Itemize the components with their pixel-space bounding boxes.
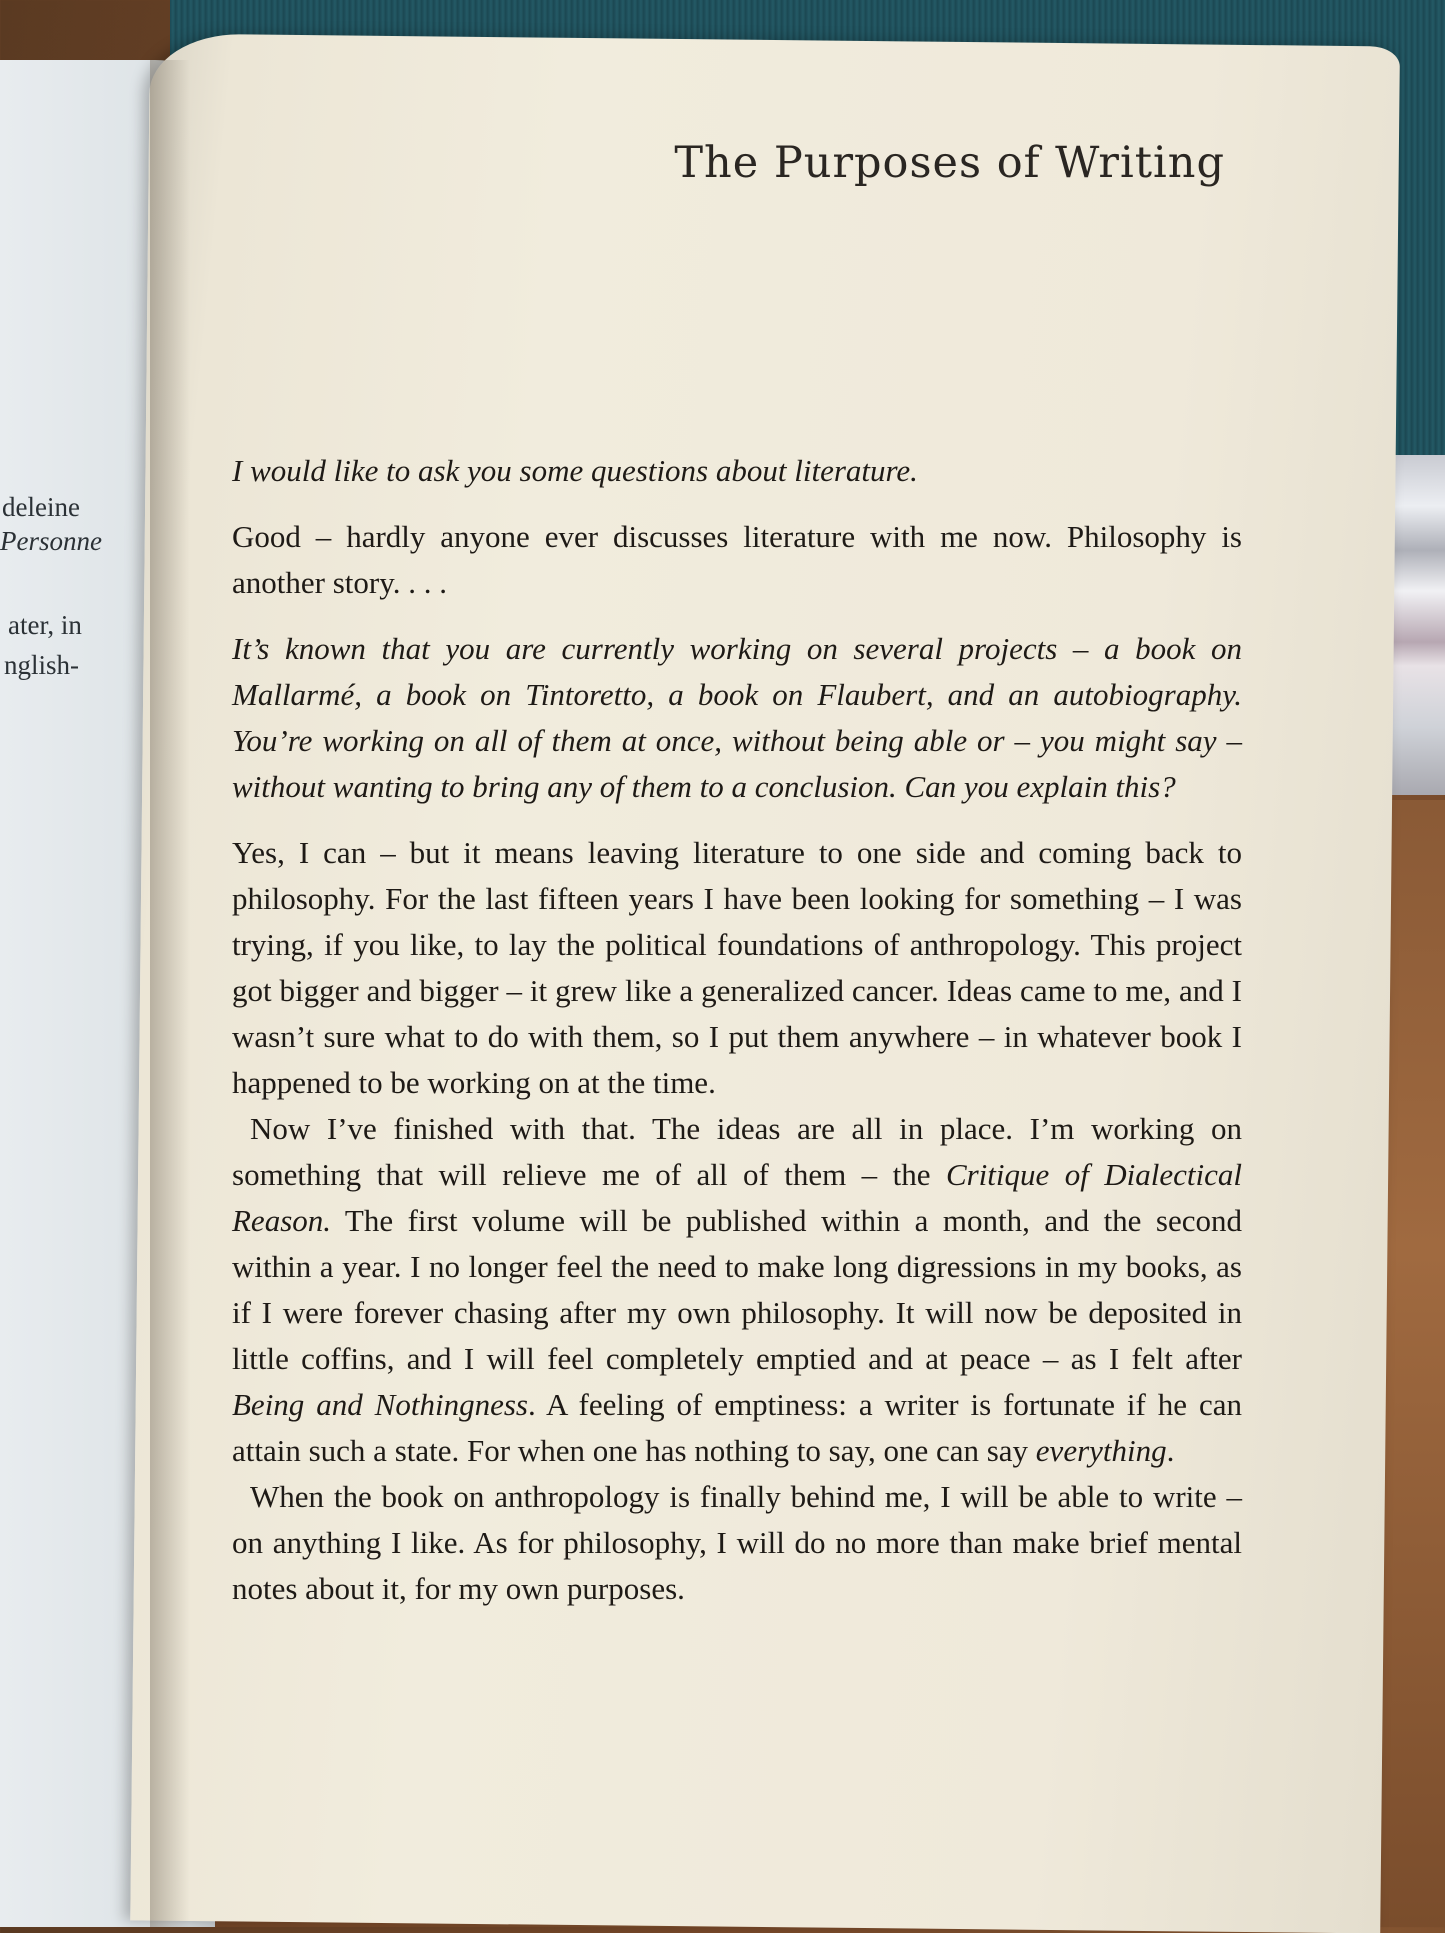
left-page-fragment: deleine bbox=[2, 492, 80, 522]
interview-answer-paragraph bbox=[232, 1106, 1242, 1474]
interview-answer: Yes, I can – but it means leaving literature to one side and coming back to philosophy. For the last fifteen years I have been looking for something – I was trying, if you like, to lay the political foundations of anthropology. This project got bigger and bigger – it grew like a generalized cancer. Ideas came to me, and I wasn’t sure what to do with them, so I put them anywhere – in whatever book I happened to be working on at the time. bbox=[232, 835, 1242, 1100]
interview-question: I would like to ask you some questions about literature. bbox=[232, 453, 918, 488]
left-page-fragment: nglish- bbox=[4, 650, 80, 680]
interview-question: It’s known that you are currently working on several projects – a book on Mallarmé, a book on Tintoretto, a book on Flaubert, and an autobiography. You’re working on all of them at once, without being able or – you might say – without wanting to bring any of them to a conclusion. Can you explain this? bbox=[232, 631, 1242, 804]
text-run: . bbox=[1166, 1433, 1175, 1468]
emphasis: everything bbox=[1035, 1433, 1167, 1468]
page-gutter-shadow bbox=[150, 60, 190, 1927]
book-title: Being and Nothingness bbox=[232, 1387, 528, 1422]
interview-answer-paragraph: When the book on anthropology is finally behind me, I will be able to write – on anything I like. As for philosophy, I will do no more than make brief mental notes about it, for my own purposes. bbox=[232, 1479, 1242, 1606]
left-page-fragment: ater, in bbox=[8, 610, 82, 640]
interview-answer: Good – hardly anyone ever discusses literature with me now. Philosophy is another story. . . . bbox=[232, 519, 1242, 600]
left-page-fragment: Personne bbox=[0, 526, 102, 556]
text-run: Now I’ve finished with that. The ideas are all in place. I’m working on something that will relieve me of all of them – the bbox=[232, 1111, 1242, 1192]
text-run: . A feeling of emptiness: a writer is fortunate if he can attain such a state. For when one has nothing to say, one can say bbox=[232, 1387, 1242, 1468]
page-text bbox=[232, 448, 1242, 1612]
book-title: Critique of Dialectical Reason. bbox=[232, 1157, 1243, 1238]
text-run: The first volume will be published within a month, and the second within a year. I no longer feel the need to make long digressions in my books, as if I were forever chasing after my own philosophy. It will now be deposited in little coffins, and I will feel completely emptied and at peace – as I felt after bbox=[232, 1203, 1242, 1376]
running-head: The Purposes of Writing bbox=[674, 138, 1225, 188]
